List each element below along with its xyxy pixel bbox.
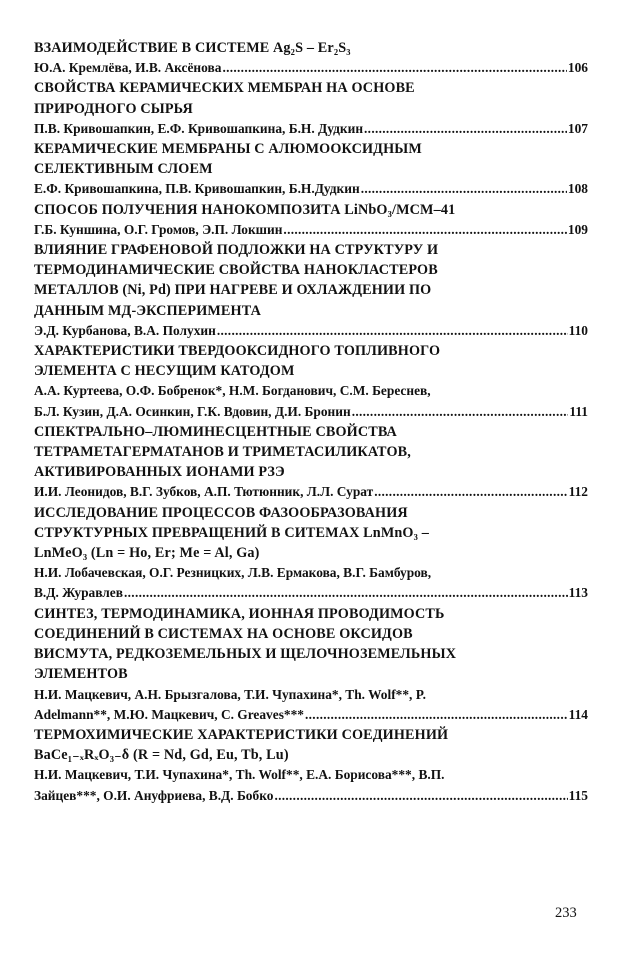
toc-entry — [34, 725, 588, 806]
entry-authors-line — [34, 119, 588, 139]
entry-authors — [34, 179, 588, 199]
entry-title-line: СВОЙСТВА КЕРАМИЧЕСКИХ МЕМБРАН НА ОСНОВЕ — [34, 80, 415, 97]
entry-title — [34, 38, 588, 58]
entry-authors-line: Н.И. Лобачевская, О.Г. Резницких, Л.В. Ермакова, В.Г. Бамбуров, — [34, 565, 432, 581]
entry-title-line: МЕТАЛЛОВ (Ni, Pd) ПРИ НАГРЕВЕ И ОХЛАЖДЕНИИ ПО — [34, 282, 432, 299]
entry-title-line: ДАННЫМ МД-ЭКСПЕРИМЕНТА — [34, 302, 262, 319]
entry-title-line: СПОСОБ ПОЛУЧЕНИЯ НАНОКОМПОЗИТА LiNbO₃/MCM–41 — [34, 201, 456, 218]
dot-leader — [217, 321, 568, 341]
toc-entry — [34, 139, 588, 200]
entry-title-line: BaCe₁₋ₓRₓO₃₋δ (R = Nd, Gd, Eu, Tb, Lu) — [34, 747, 289, 764]
entry-authors-line — [34, 482, 588, 502]
entry-authors-text: П.В. Кривошапкин, Е.Ф. Кривошапкина, Б.Н. Дудкин — [34, 120, 364, 136]
entry-page-number: 108 — [567, 181, 588, 197]
entry-authors-text: Б.Л. Кузин, Д.А. Осинкин, Г.К. Вдовин, Д.И. Бронин — [34, 403, 351, 419]
entry-authors — [34, 220, 588, 240]
entry-page-number: 113 — [568, 585, 588, 601]
toc-entry — [34, 604, 588, 725]
entry-title — [34, 240, 588, 321]
entry-title — [34, 200, 588, 220]
entry-authors — [34, 765, 588, 805]
entry-page-number: 112 — [568, 484, 588, 500]
entry-authors-line: Н.И. Мацкевич, А.Н. Брызгалова, Т.И. Чупахина*, Th. Wolf**, P. — [34, 686, 427, 702]
entry-authors-text: Зайцев***, О.И. Ануфриева, В.Д. Бобко — [34, 787, 274, 803]
entry-title-line: ВЛИЯНИЕ ГРАФЕНОВОЙ ПОДЛОЖКИ НА СТРУКТУРУ И — [34, 242, 439, 259]
entry-title-line: ВИСМУТА, РЕДКОЗЕМЕЛЬНЫХ И ЩЕЛОЧНОЗЕМЕЛЬНЫХ — [34, 646, 457, 663]
entry-title-line: СЕЛЕКТИВНЫМ СЛОЕМ — [34, 161, 213, 178]
entry-authors-line — [34, 179, 588, 199]
entry-authors — [34, 563, 588, 603]
entry-authors-line — [34, 58, 588, 78]
entry-title-line: СПЕКТРАЛЬНО–ЛЮМИНЕСЦЕНТНЫЕ СВОЙСТВА — [34, 423, 397, 440]
entry-title-line: ТЕРМОХИМИЧЕСКИЕ ХАРАКТЕРИСТИКИ СОЕДИНЕНИЙ — [34, 726, 449, 743]
entry-authors-line — [34, 583, 588, 603]
toc-entry — [34, 38, 588, 78]
entry-title-line: ТЕТРАМЕТАГЕРМАТАНОВ И ТРИМЕТАСИЛИКАТОВ, — [34, 444, 411, 461]
entry-title — [34, 725, 588, 765]
entry-title — [34, 503, 588, 564]
entry-page-number: 114 — [568, 706, 588, 722]
dot-leader — [222, 58, 566, 78]
entry-authors — [34, 119, 588, 139]
table-of-contents — [34, 38, 588, 806]
toc-entry — [34, 503, 588, 604]
entry-page-number: 107 — [567, 120, 588, 136]
dot-leader — [364, 119, 567, 139]
entry-title-line: ХАРАКТЕРИСТИКИ ТВЕРДООКСИДНОГО ТОПЛИВНОГО — [34, 343, 441, 360]
entry-page-number: 111 — [569, 403, 588, 419]
toc-entry — [34, 341, 588, 422]
entry-title-line: СОЕДИНЕНИЙ В СИСТЕМАХ НА ОСНОВЕ ОКСИДОВ — [34, 625, 413, 642]
entry-authors-line — [34, 321, 588, 341]
entry-title — [34, 78, 588, 118]
entry-title-line: ЭЛЕМЕНТА С НЕСУЩИМ КАТОДОМ — [34, 363, 295, 380]
entry-title — [34, 139, 588, 179]
toc-entry — [34, 78, 588, 139]
entry-title-line: ТЕРМОДИНАМИЧЕСКИЕ СВОЙСТВА НАНОКЛАСТЕРОВ — [34, 262, 438, 279]
entry-title-line: ЭЛЕМЕНТОВ — [34, 666, 128, 683]
entry-authors-text: В.Д. Журавлев — [34, 585, 123, 601]
entry-title-line: ПРИРОДНОГО СЫРЬЯ — [34, 100, 193, 117]
entry-authors-line — [34, 402, 588, 422]
entry-authors-line — [34, 705, 588, 725]
page-number: 233 — [555, 905, 577, 921]
dot-leader — [374, 482, 567, 502]
entry-authors-text: Adelmann**, М.Ю. Мацкевич, C. Greaves*** — [34, 706, 304, 722]
dot-leader — [361, 179, 567, 199]
entry-page-number: 115 — [568, 787, 588, 803]
entry-authors-text: Э.Д. Курбанова, В.А. Полухин — [34, 322, 216, 338]
entry-title — [34, 604, 588, 685]
entry-authors-text: Е.Ф. Кривошапкина, П.В. Кривошапкин, Б.Н.Дудкин — [34, 181, 360, 197]
entry-title-line: ИССЛЕДОВАНИЕ ПРОЦЕССОВ ФАЗООБРАЗОВАНИЯ — [34, 504, 408, 521]
toc-entry — [34, 422, 588, 503]
entry-authors — [34, 685, 588, 725]
entry-authors-line: Н.И. Мацкевич, Т.И. Чупахина*, Th. Wolf**, Е.А. Борисова***, В.П. — [34, 767, 445, 783]
entry-title-line: ВЗАИМОДЕЙСТВИЕ В СИСТЕМЕ Ag₂S – Er₂S₃ — [34, 40, 351, 56]
entry-authors-text: Г.Б. Куншина, О.Г. Громов, Э.П. Локшин — [34, 221, 283, 237]
entry-authors — [34, 381, 588, 421]
toc-entry — [34, 200, 588, 240]
dot-leader — [124, 583, 568, 603]
entry-authors-line — [34, 220, 588, 240]
entry-title-line: КЕРАМИЧЕСКИЕ МЕМБРАНЫ С АЛЮМООКСИДНЫМ — [34, 141, 422, 158]
entry-authors-line — [34, 786, 588, 806]
entry-authors-text: И.И. Леонидов, В.Г. Зубков, А.П. Тютюнник, Л.Л. Сурат — [34, 484, 374, 500]
entry-title — [34, 341, 588, 381]
toc-entry — [34, 240, 588, 341]
entry-title-line: СТРУКТУРНЫХ ПРЕВРАЩЕНИЙ В СИТЕМАХ LnMnO₃ – — [34, 524, 429, 541]
entry-authors — [34, 58, 588, 78]
entry-title-line: СИНТЕЗ, ТЕРМОДИНАМИКА, ИОННАЯ ПРОВОДИМОСТЬ — [34, 605, 445, 622]
entry-page-number: 109 — [567, 221, 588, 237]
dot-leader — [352, 402, 569, 422]
entry-page-number: 106 — [567, 60, 588, 76]
entry-title-line: LnMeO₃ (Ln = Ho, Er; Me = Al, Ga) — [34, 545, 260, 562]
entry-authors-line: А.А. Куртеева, О.Ф. Бобренок*, Н.М. Богданович, С.М. Береснев, — [34, 383, 431, 399]
entry-authors — [34, 321, 588, 341]
dot-leader — [274, 786, 567, 806]
entry-authors — [34, 482, 588, 502]
entry-title — [34, 422, 588, 483]
entry-page-number: 110 — [568, 322, 588, 338]
dot-leader — [283, 220, 566, 240]
entry-title-line: АКТИВИРОВАННЫХ ИОНАМИ РЗЭ — [34, 464, 285, 481]
dot-leader — [305, 705, 568, 725]
entry-authors-text: Ю.А. Кремлёва, И.В. Аксёнова — [34, 60, 222, 76]
